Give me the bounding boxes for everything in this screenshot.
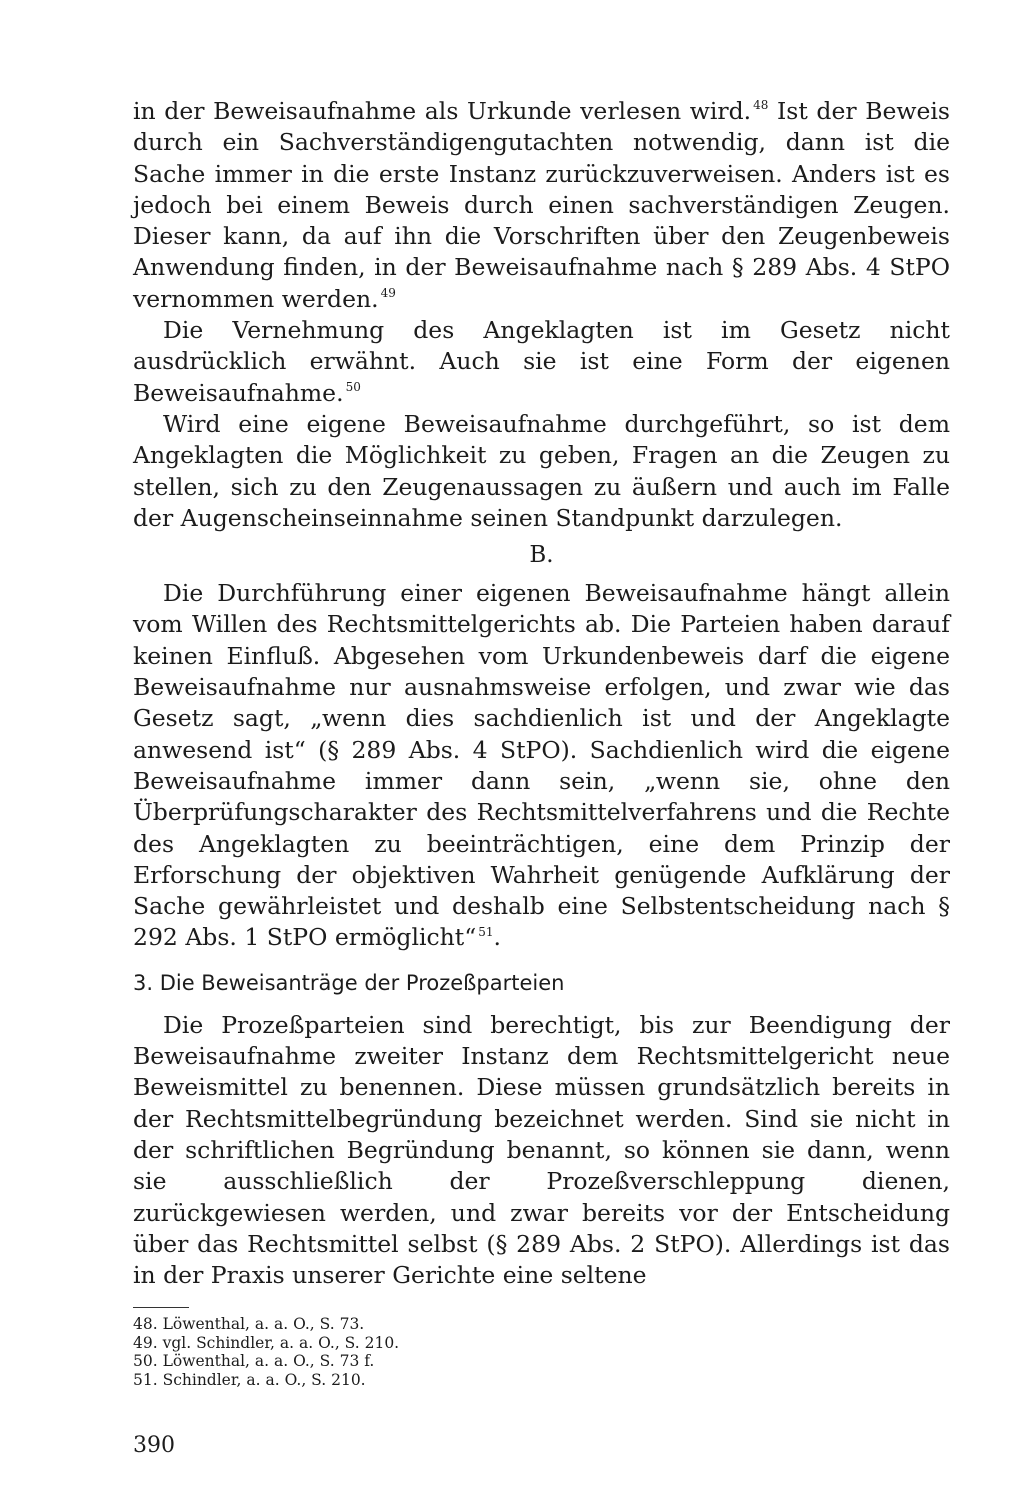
paragraph-3-text: Wird eine eigene Beweisaufnahme durchgeführt, so ist dem Angeklagten die Möglichkeit zu geben, Fragen an die Zeugen zu stellen, sich zu den Zeugenaussagen zu äußern und auch im Falle der Augenscheinseinnahme seinen Standpunkt darzulegen.: [133, 409, 950, 532]
page-number: 390: [133, 1433, 175, 1459]
paragraph-1: [133, 96, 950, 315]
paragraph-4-text: Die Durchführung einer eigenen Beweisaufnahme hängt allein vom Willen des Rechtsmittelgerichts ab. Die Parteien haben darauf keinen Einfluß. Abgesehen vom Urkundenbeweis darf die eigene Beweisaufnahme nur ausnahmsweise erfolgen, und zwar wie das Gesetz sagt, „wenn dies sachdienlich ist und der Angeklagte anwesend ist“ (§ 289 Abs. 4 StPO). Sachdienlich wird die eigene Beweisaufnahme immer dann sein, „wenn sie, ohne den Überprüfungscharakter des Rechtsmittelverfahrens und die Rechte des Angeklagten zu beeinträchtigen, eine dem Prinzip der Erforschung der objektiven Wahrheit genügende Aufklärung der Sache gewährleistet und deshalb eine Selbstentscheidung nach § 292 Abs. 1 StPO ermöglicht“: [133, 579, 950, 952]
footnote-ref-50[interactable]: 50: [345, 379, 361, 394]
subheading-beweisantraege: 3. Die Beweisanträge der Prozeßparteien: [133, 970, 565, 995]
footnote-48: 48. Löwenthal, a. a. O., S. 73.: [133, 1315, 365, 1334]
paragraph-5: [133, 1010, 950, 1292]
paragraph-1-text-a: in der Beweisaufnahme als Urkunde verlesen wird.: [133, 97, 752, 125]
page-content: [133, 96, 950, 1458]
footnote-divider: [133, 1307, 189, 1308]
paragraph-5-text: Die Prozeßparteien sind berechtigt, bis zur Beendigung der Beweisaufnahme zweiter Instanz dem Rechtsmittelgericht neue Beweismittel zu benennen. Diese müssen grundsätzlich bereits in der Rechtsmittelbegründung bezeichnet werden. Sind sie nicht in der schriftlichen Begründung benannt, so können sie dann, wenn sie ausschließlich der Prozeßverschleppung dienen, zurückgewiesen werden, und zwar bereits vor der Entscheidung über das Rechtsmittel selbst (§ 289 Abs. 2 StPO). Allerdings ist das in der Praxis unserer Gerichte eine seltene: [133, 1010, 950, 1290]
footnote-ref-49[interactable]: 49: [380, 285, 396, 300]
paragraph-1-text-b: Ist der Beweis durch ein Sachverständigengutachten notwendig, dann ist die Sache immer in die erste Instanz zurückzuverweisen. Anders ist es jedoch bei einem Beweis durch einen sachverständigen Zeugen. Dieser kann, da auf ihn die Vorschriften über den Zeugenbeweis Anwendung finden, in der Beweisaufnahme nach § 289 Abs. 4 StPO vernommen werden.: [133, 97, 950, 313]
footnote-51: 51. Schindler, a. a. O., S. 210.: [133, 1370, 366, 1389]
paragraph-4-end: .: [493, 923, 502, 952]
footnote-49: 49. vgl. Schindler, a. a. O., S. 210.: [133, 1333, 400, 1352]
paragraph-4: [133, 578, 950, 954]
section-heading-b: B.: [529, 542, 554, 569]
paragraph-2: [133, 315, 950, 409]
footnote-ref-48[interactable]: 48: [753, 98, 769, 113]
paragraph-3: [133, 409, 950, 534]
footnote-ref-51[interactable]: 51: [478, 924, 494, 939]
paragraph-2-text: Die Vernehmung des Angeklagten ist im Gesetz nicht ausdrücklich erwähnt. Auch sie ist eine Form der eigenen Beweisaufnahme.: [133, 316, 950, 407]
footnote-50: 50. Löwenthal, a. a. O., S. 73 f.: [133, 1352, 375, 1371]
